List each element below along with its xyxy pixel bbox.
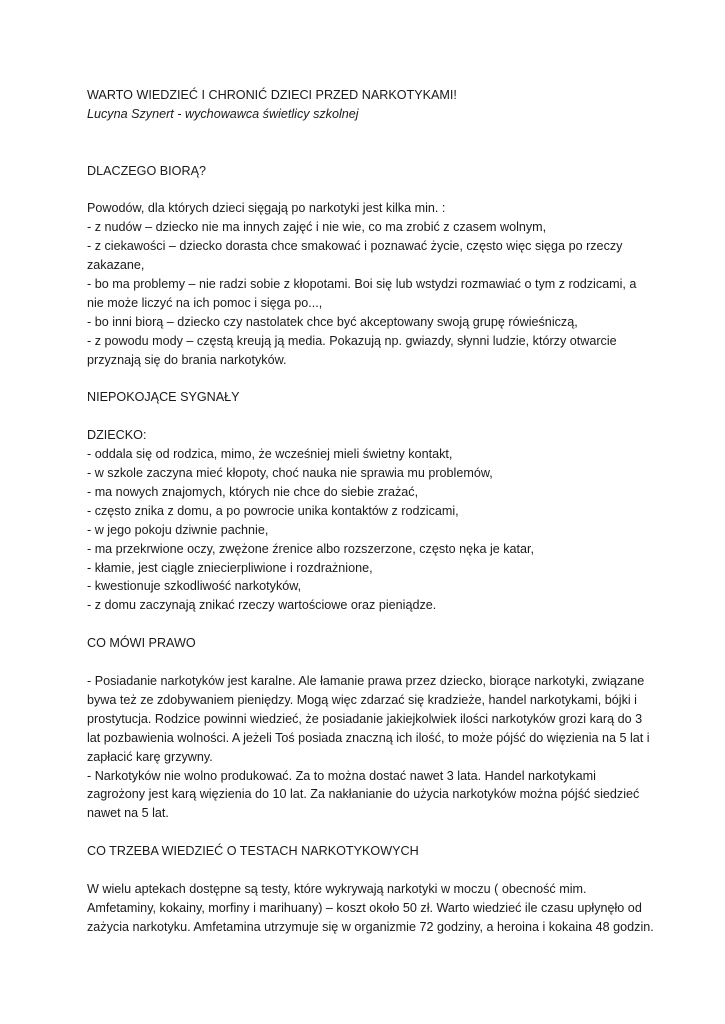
- list-item: - bo inni biorą – dziecko czy nastolatek chce być akceptowany swoją grupę rówieśniczą,: [87, 314, 578, 329]
- list-item-continuation: przyznają się do brania narkotyków.: [87, 352, 287, 367]
- section-heading-drug-tests: CO TRZEBA WIEDZIEĆ O TESTACH NARKOTYKOWYCH: [87, 844, 419, 859]
- paragraph-line: - Posiadanie narkotyków jest karalne. Ale łamanie prawa przez dziecko, biorące narkotyki, związane: [87, 673, 645, 688]
- paragraph-line: zapłacić karę grzywny.: [87, 749, 213, 764]
- list-item: - bo ma problemy – nie radzi sobie z kłopotami. Boi się lub wstydzi rozmawiać o tym z rodzicami, a: [87, 277, 637, 292]
- paragraph-line: Amfetaminy, kokainy, morfiny i marihuany) – koszt około 50 zł. Warto wiedzieć ile czasu upłynęło od: [87, 900, 642, 915]
- list-item: - z nudów – dziecko nie ma innych zajęć i nie wie, co ma zrobić z czasem wolnym,: [87, 220, 547, 235]
- document-page: [87, 86, 654, 937]
- paragraph-line: zagrożony jest karą więzienia do 10 lat. Za nakłanianie do użycia narkotyków można pójść siedzieć: [87, 787, 640, 802]
- list-item: - w jego pokoju dziwnie pachnie,: [87, 522, 269, 537]
- list-item-continuation: zakazane,: [87, 258, 145, 273]
- list-item: - z powodu mody – częstą kreują ją media. Pokazują np. gwiazdy, słynni ludzie, którzy otwarcie: [87, 333, 617, 348]
- subheading-child: DZIECKO:: [87, 428, 147, 443]
- paragraph-line: prostytucja. Rodzice powinni wiedzieć, że posiadanie jakiejkolwiek ilości narkotyków grozi karą do 3: [87, 711, 643, 726]
- list-item: - kwestionuje szkodliwość narkotyków,: [87, 579, 302, 594]
- section-heading-law: CO MÓWI PRAWO: [87, 636, 196, 651]
- paragraph-line: W wielu aptekach dostępne są testy, które wykrywają narkotyki w moczu ( obecność mim.: [87, 881, 587, 896]
- paragraph-line: - Narkotyków nie wolno produkować. Za to można dostać nawet 3 lata. Handel narkotykami: [87, 768, 596, 783]
- list-item: - w szkole zaczyna mieć kłopoty, choć nauka nie sprawia mu problemów,: [87, 466, 493, 481]
- list-item-continuation: nie może liczyć na ich pomoc i sięga po...,: [87, 295, 323, 310]
- list-item: - ma przekrwione oczy, zwężone źrenice albo rozszerzone, często nęka je katar,: [87, 541, 535, 556]
- paragraph-line: nawet na 5 lat.: [87, 806, 169, 821]
- paragraph-line: Powodów, dla których dzieci sięgają po narkotyki jest kilka min. :: [87, 201, 446, 216]
- paragraph-line: zażycia narkotyku. Amfetamina utrzymuje się w organizmie 72 godziny, a heroina i kokaina 48 godzin.: [87, 919, 654, 934]
- list-item: - ma nowych znajomych, których nie chce do siebie zrażać,: [87, 484, 419, 499]
- list-item: - z domu zaczynają znikać rzeczy wartościowe oraz pieniądze.: [87, 598, 437, 613]
- document-author: Lucyna Szynert - wychowawca świetlicy szkolnej: [87, 106, 359, 121]
- list-item: - kłamie, jest ciągle zniecierpliwione i rozdrażnione,: [87, 560, 373, 575]
- section-heading-warning-signs: NIEPOKOJĄCE SYGNAŁY: [87, 390, 240, 405]
- paragraph-line: lat pozbawienia wolności. A jeżeli Toś posiada znaczną ich ilość, to może pójść do więzienia na 5 lat i: [87, 730, 650, 745]
- list-item: - często znika z domu, a po powrocie unika kontaktów z rodzicami,: [87, 503, 459, 518]
- section-heading-why: DLACZEGO BIORĄ?: [87, 163, 206, 178]
- document-title: WARTO WIEDZIEĆ I CHRONIĆ DZIECI PRZED NARKOTYKAMI!: [87, 88, 457, 102]
- list-item: - z ciekawości – dziecko dorasta chce smakować i poznawać życie, często więc sięga po rzeczy: [87, 239, 623, 254]
- paragraph-line: bywa też ze zdobywaniem pieniędzy. Mogą więc zdarzać się kradzieże, handel narkotykami, bójki i: [87, 692, 637, 707]
- list-item: - oddala się od rodzica, mimo, że wcześniej mieli świetny kontakt,: [87, 447, 453, 462]
